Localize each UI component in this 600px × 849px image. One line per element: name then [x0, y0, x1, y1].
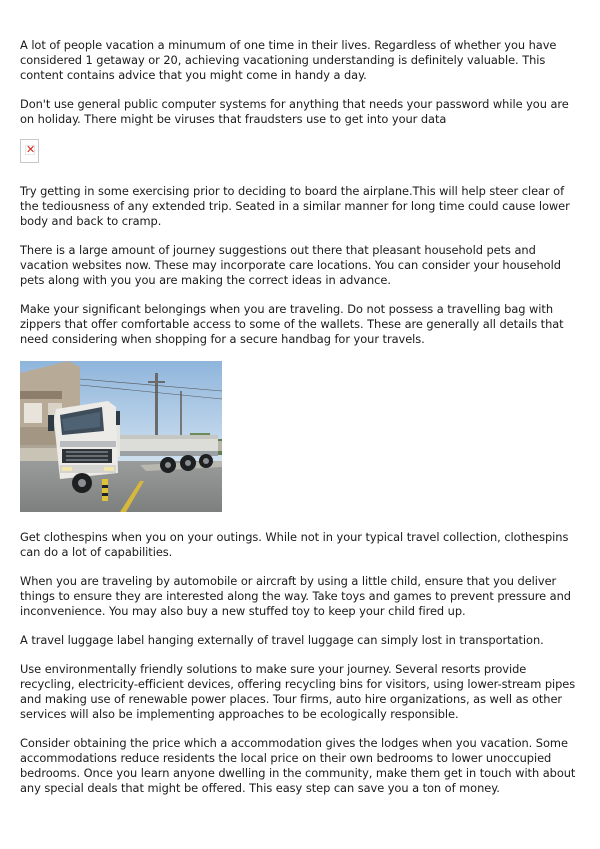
article-body: [20, 38, 582, 796]
paragraph-pets: There is a large amount of journey suggestions out there that pleasant household pets and vacation websites now. These may incorporate care locations. You can consider your household pets along with you you are making the correct ideas in advance.: [20, 243, 561, 287]
paragraph-clothespins: Get clothespins when you on your outings. While not in your typical travel collection, clothespins can do a lot of capabilities.: [20, 530, 569, 559]
paragraph-intro: A lot of people vacation a minumum of one time in their lives. Regardless of whether you have considered 1 getaway or 20, achieving vacationing understanding is definitely valuable. This content contains advice that you might come in handy a day.: [20, 38, 557, 82]
paragraph-exercise: Try getting in some exercising prior to deciding to board the airplane.This will help steer clear of the tediousness of any extended trip. Seated in a similar manner for long time could cause lower body and back to cramp.: [20, 184, 570, 228]
paragraph-luggage-label: A travel luggage label hanging externally of travel luggage can simply lost in transportation.: [20, 633, 544, 647]
paragraph-belongings: Make your significant belongings when you are traveling. Do not possess a travelling bag with zippers that offer comfortable access to some of the wallets. These are generally all details that need considering when shopping for a secure handbag for your travels.: [20, 302, 564, 346]
broken-image-icon: [20, 139, 39, 163]
paragraph-public-computers: Don't use general public computer systems for anything that needs your password while you are on holiday. There might be viruses that fraudsters use to get into your data: [20, 97, 569, 126]
paragraph-eco: Use environmentally friendly solutions to make sure your journey. Several resorts provide recycling, electricity-efficient devices, offering recycling bins for visitors, using lower-stream pipes and making use of renewable power places. Tour firms, auto hire organizations, as well as other services will also be implementing approaches to be ecologically responsible.: [20, 662, 576, 721]
paragraph-accommodation: Consider obtaining the price which a accommodation gives the lodges when you vacation. Some accommodations reduce residents the local price on their own bedrooms to lower unoccupied bedrooms. Once you learn anyone dwelling in the community, make them get in touch with about any special deals that might be offered. This easy step can save you a ton of money.: [20, 736, 576, 795]
truck-photo: [20, 361, 222, 512]
paragraph-child: When you are traveling by automobile or aircraft by using a little child, ensure that you deliver things to ensure they are interested along the way. Take toys and games to prevent pressure and inconvenience. You may also buy a new stuffed toy to keep your child fired up.: [20, 574, 571, 618]
broken-image-x-icon: ✕: [26, 143, 36, 156]
